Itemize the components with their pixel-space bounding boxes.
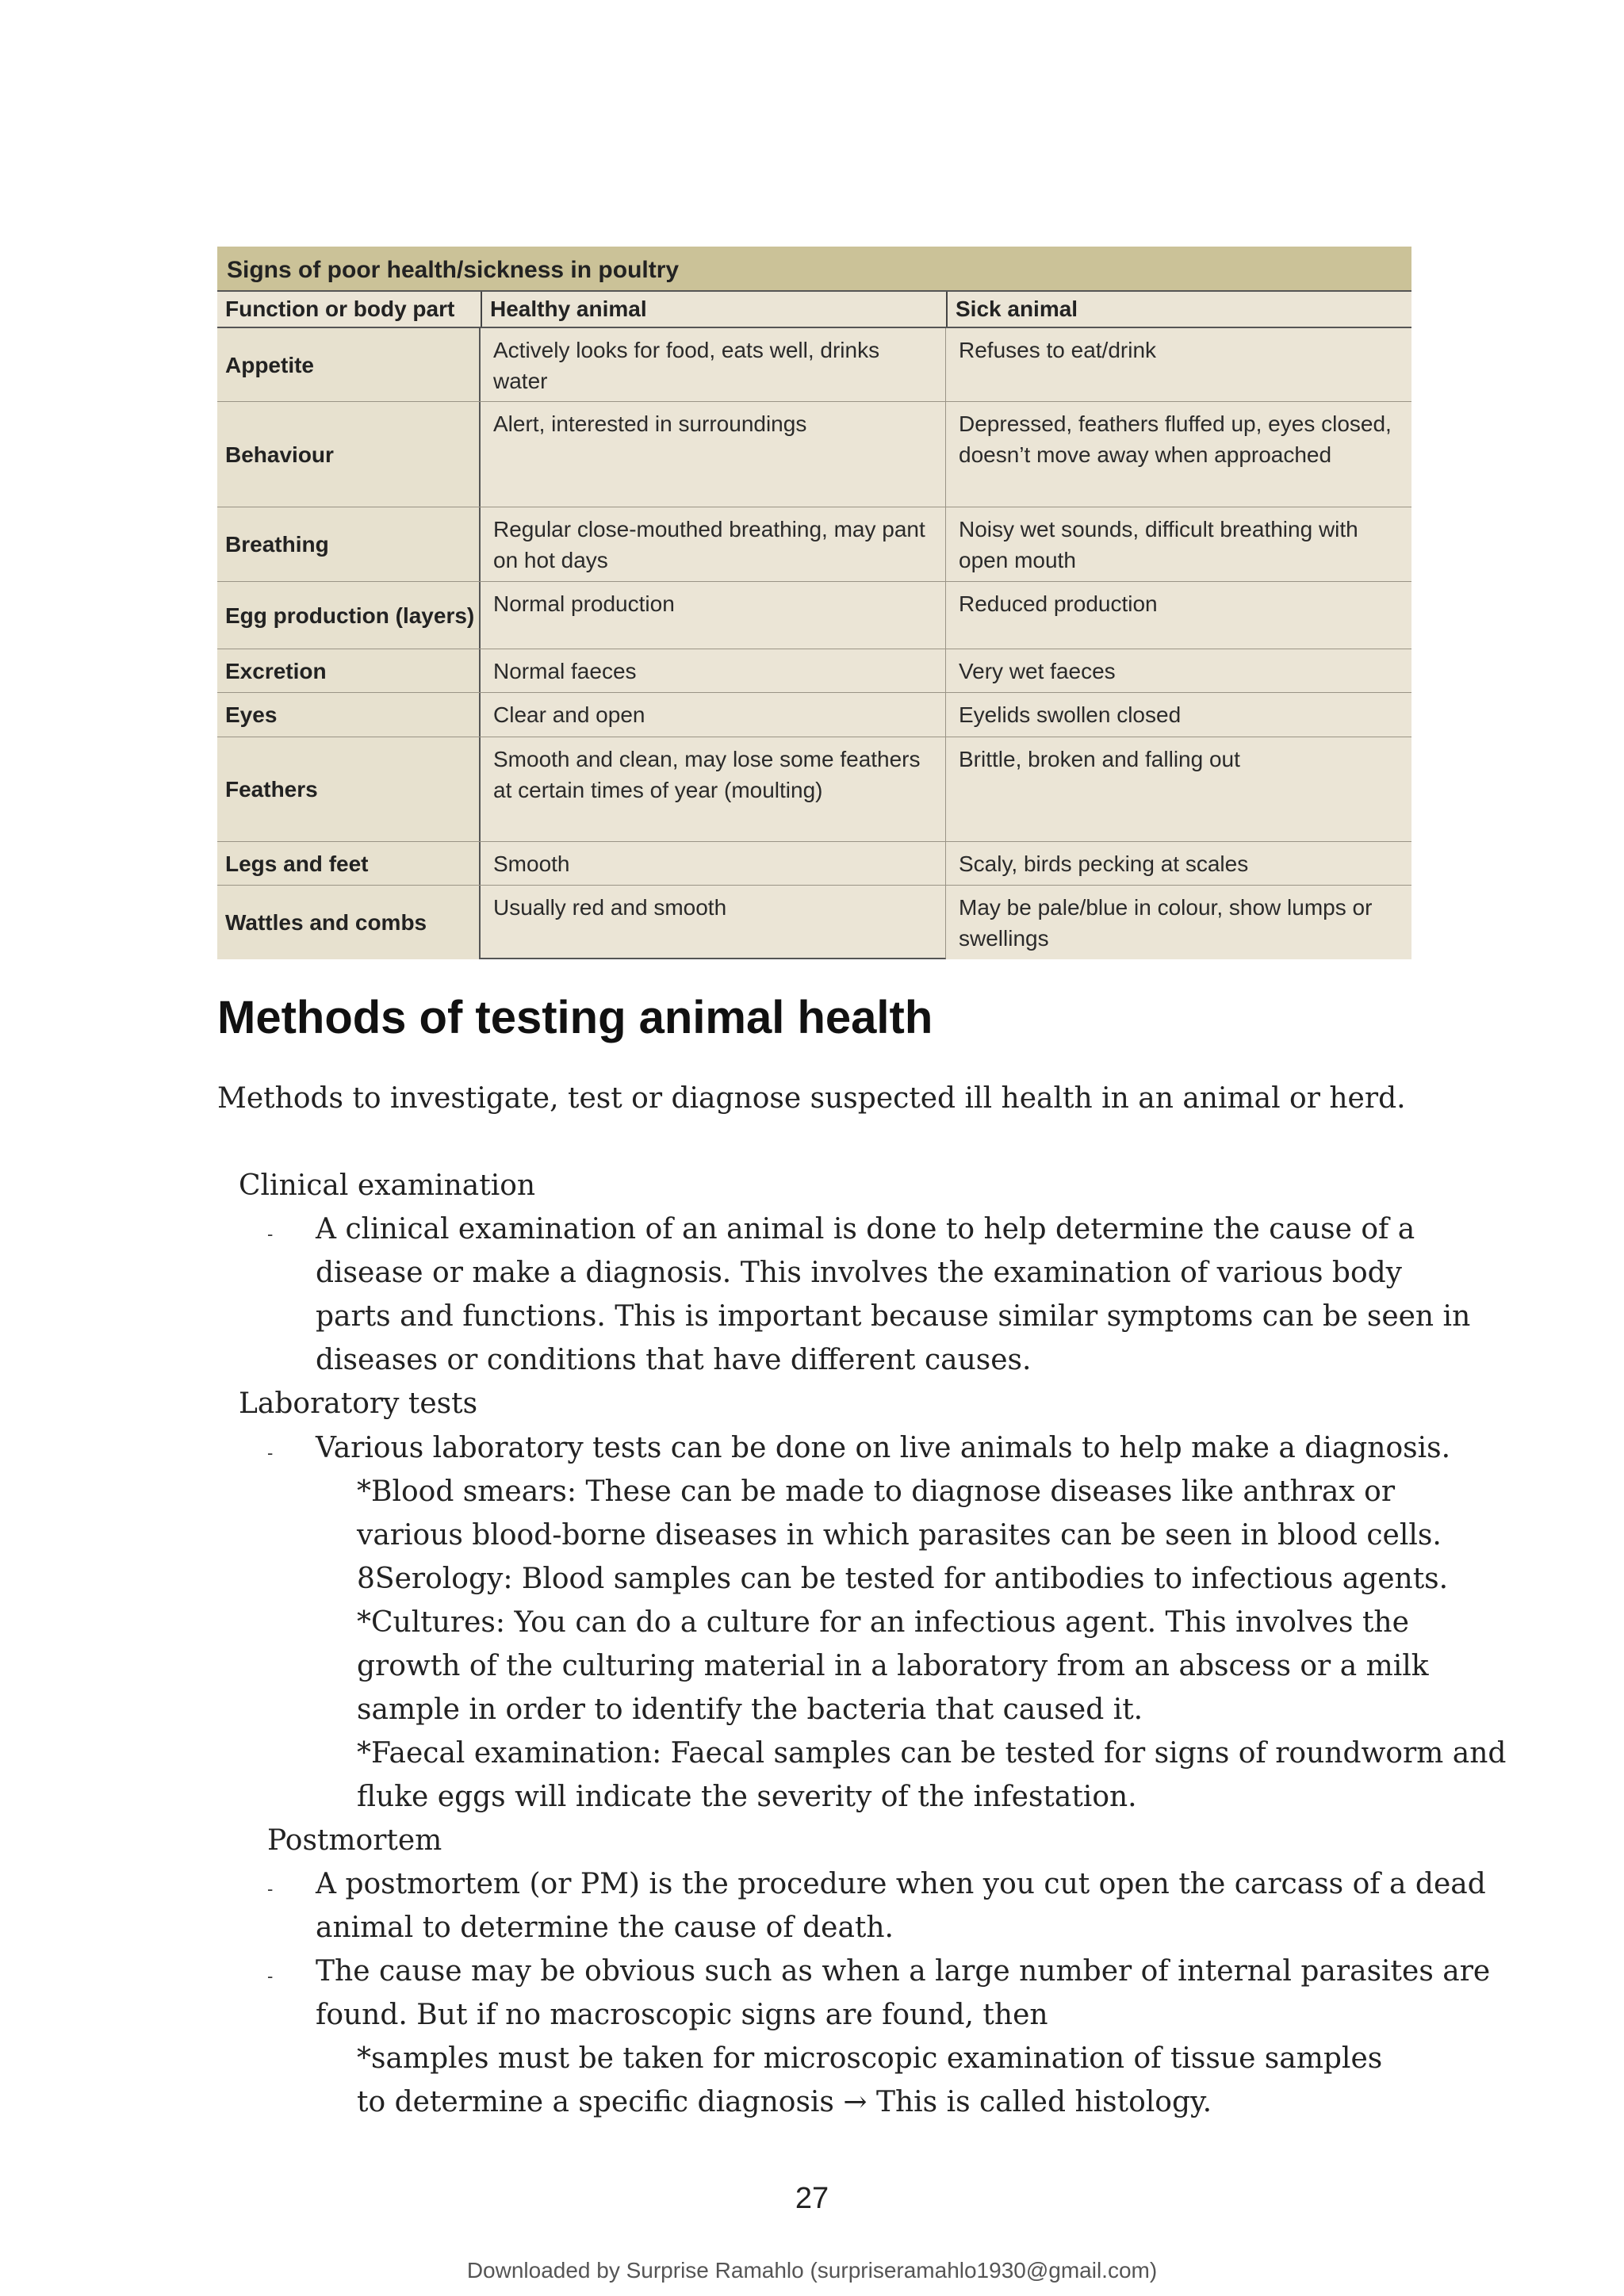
lab-subline: *Cultures: You can do a culture for an infectious agent. This involves the: [357, 1606, 1409, 1639]
postmortem-line: A postmortem (or PM) is the procedure when you cut open the carcass of a dead: [316, 1868, 1486, 1900]
section-intro: Methods to investigate, test or diagnose suspected ill health in an animal or herd.: [217, 1082, 1406, 1115]
row-part: Breathing: [217, 507, 481, 581]
row-sick: Very wet faeces: [959, 659, 1116, 683]
row-sick: May be pale/blue in colour, show lumps or swellings: [959, 895, 1373, 951]
row-sick: Refuses to eat/drink: [959, 338, 1157, 362]
row-sick: Brittle, broken and falling out: [959, 747, 1240, 771]
row-healthy: Actively looks for food, eats well, drinks water: [481, 328, 946, 401]
table-row: [217, 693, 1411, 737]
header-function: Function or body part: [225, 297, 455, 321]
table-row: [217, 402, 1411, 507]
clinical-title: Clinical examination: [239, 1169, 536, 1202]
lab-title: Laboratory tests: [239, 1387, 478, 1420]
postmortem-line: animal to determine the cause of death.: [316, 1911, 894, 1944]
table-row: [217, 582, 1411, 649]
poultry-health-table: [217, 247, 1411, 959]
table-row: [217, 886, 1411, 959]
lab-subline: *Blood smears: These can be made to diagnose diseases like anthrax or: [357, 1475, 1396, 1508]
row-healthy: Regular close-mouthed breathing, may pant on hot days: [481, 507, 946, 581]
row-part: Excretion: [217, 649, 481, 692]
clinical-line: diseases or conditions that have different causes.: [316, 1344, 1032, 1376]
lab-subline: various blood-borne diseases in which parasites can be seen in blood cells.: [357, 1519, 1442, 1552]
row-sick: Noisy wet sounds, difficult breathing with open mouth: [959, 517, 1358, 572]
header-sick: Sick animal: [946, 292, 1411, 327]
row-healthy: Normal production: [481, 582, 946, 649]
row-sick: Depressed, feathers fluffed up, eyes closed, doesn’t move away when approached: [959, 411, 1392, 467]
lab-subline: fluke eggs will indicate the severity of the infestation.: [357, 1781, 1137, 1813]
header-healthy: Healthy animal: [481, 292, 946, 327]
row-part: Legs and feet: [217, 842, 481, 885]
lab-subline: sample in order to identify the bacteria that caused it.: [357, 1693, 1143, 1726]
lab-subline: 8Serology: Blood samples can be tested for antibodies to infectious agents.: [357, 1563, 1449, 1595]
bullet-dash: -: [267, 1443, 274, 1463]
page-number: 27: [795, 2182, 829, 2215]
postmortem-line: The cause may be obvious such as when a large number of internal parasites are: [316, 1955, 1491, 1988]
row-sick: Scaly, birds pecking at scales: [959, 851, 1249, 876]
row-sick: Reduced production: [959, 591, 1158, 616]
bullet-dash: -: [267, 1966, 274, 1986]
table-row: [217, 649, 1411, 693]
row-part: Eyes: [217, 693, 481, 737]
lab-subline: *Faecal examination: Faecal samples can be tested for signs of roundworm and: [357, 1737, 1507, 1770]
table-row: [217, 737, 1411, 842]
row-part: Wattles and combs: [217, 886, 481, 959]
row-part: Appetite: [217, 328, 481, 401]
postmortem-subline: to determine a specific diagnosis → This is called histology.: [357, 2086, 1212, 2118]
bullet-dash: -: [267, 1224, 274, 1244]
lab-bullet: Various laboratory tests can be done on live animals to help make a diagnosis.: [316, 1432, 1451, 1464]
table-header-row: [217, 292, 1411, 328]
postmortem-subline: *samples must be taken for microscopic examination of tissue samples: [357, 2042, 1383, 2075]
row-sick: Eyelids swollen closed: [959, 702, 1182, 727]
row-part: Behaviour: [217, 402, 481, 507]
postmortem-title: Postmortem: [267, 1824, 442, 1857]
clinical-line: parts and functions. This is important because similar symptoms can be seen in: [316, 1300, 1471, 1333]
row-healthy: Usually red and smooth: [481, 886, 946, 959]
row-healthy: Alert, interested in surroundings: [481, 402, 946, 507]
row-part: Egg production (layers): [217, 582, 481, 649]
section-heading: Methods of testing animal health: [217, 992, 933, 1043]
table-row: [217, 507, 1411, 582]
clinical-line: A clinical examination of an animal is done to help determine the cause of a: [316, 1213, 1415, 1246]
row-healthy: Smooth: [481, 842, 946, 885]
row-part: Feathers: [217, 737, 481, 841]
row-healthy: Clear and open: [481, 693, 946, 737]
table-title: Signs of poor health/sickness in poultry: [217, 247, 1411, 292]
table-row: [217, 328, 1411, 402]
row-healthy: Normal faeces: [481, 649, 946, 692]
table-row: [217, 842, 1411, 886]
download-footer: Downloaded by Surprise Ramahlo (surpriseramahlo1930@gmail.com): [466, 2258, 1158, 2283]
lab-subline: growth of the culturing material in a laboratory from an abscess or a milk: [357, 1650, 1429, 1682]
row-healthy: Smooth and clean, may lose some feathers at certain times of year (moulting): [481, 737, 946, 841]
bullet-dash: -: [267, 1879, 274, 1899]
postmortem-line: found. But if no macroscopic signs are found, then: [316, 1999, 1048, 2031]
clinical-line: disease or make a diagnosis. This involves the examination of various body: [316, 1257, 1403, 1289]
